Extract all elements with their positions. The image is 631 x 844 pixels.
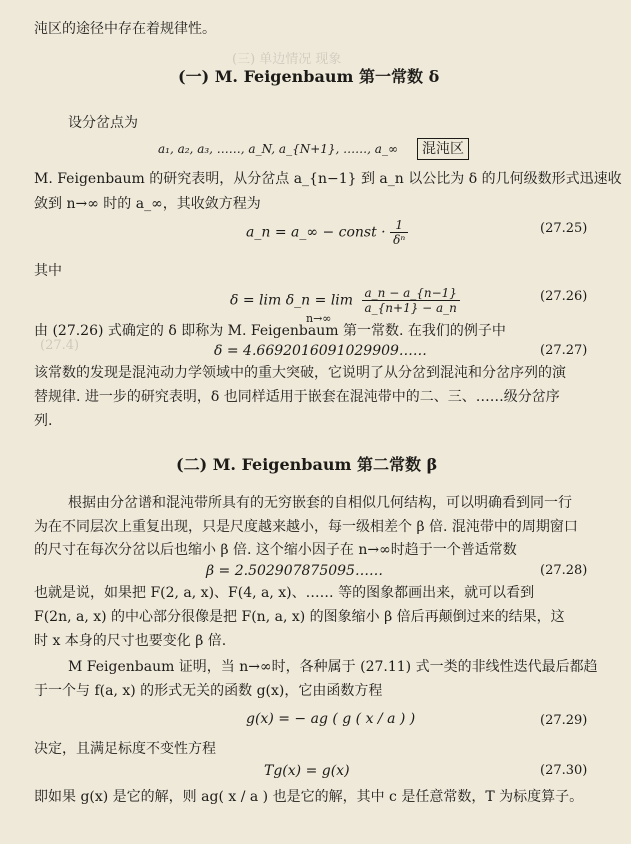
equation-27-25 bbox=[246, 218, 408, 247]
body-text: 的尺寸在每次分岔以后也缩小 β 倍. 这个缩小因子在 n→∞时趋于一个普适常数 bbox=[34, 542, 517, 558]
body-text: 为在不同层次上重复出现，只是尺度越来越小，每一级相差个 β 倍. 混沌带中的周期窗口 bbox=[34, 519, 578, 535]
body-text: M. Feigenbaum 的研究表明，从分岔点 a_{n−1} 到 a_n 以公比为 δ 的几何级数形式迅速收 bbox=[34, 171, 622, 187]
equation-number: (27.26) bbox=[540, 289, 588, 304]
equation-number: (27.29) bbox=[540, 713, 588, 728]
limit-subscript: n→∞ bbox=[306, 312, 332, 325]
numerator: a_n − a_{n−1} bbox=[362, 286, 460, 301]
equation-27-29: g(x) = − ag ( g ( x / a ) ) bbox=[246, 711, 416, 727]
body-text: 根据由分岔谱和混沌带所具有的无穷嵌套的自相似几何结构，可以明确看到同一行 bbox=[68, 495, 572, 511]
body-text: 该常数的发现是混沌动力学领域中的重大突破，它说明了从分岔到混沌和分岔序列的演 bbox=[34, 365, 566, 381]
equation-number: (27.30) bbox=[540, 763, 588, 778]
bleed-through-text: (三) 单边情况 现象 bbox=[232, 52, 342, 67]
denominator: δⁿ bbox=[393, 233, 406, 247]
intro-line: 沌区的途径中存在着规律性。 bbox=[34, 21, 216, 37]
body-text: 由 (27.26) 式确定的 δ 即称为 M. Feigenbaum 第一常数. 在我们的例子中 bbox=[34, 323, 506, 339]
numerator: 1 bbox=[390, 218, 408, 233]
body-text: 设分岔点为 bbox=[68, 115, 138, 131]
body-text: 决定，且满足标度不变性方程 bbox=[34, 741, 216, 757]
body-text: 敛到 n→∞ 时的 a_∞，其收敛方程为 bbox=[34, 196, 261, 212]
chaos-region-box: 混沌区 bbox=[417, 138, 469, 160]
equation-number: (27.27) bbox=[540, 343, 588, 358]
body-text: F(2n, a, x) 的中心部分很像是把 F(n, a, x) 的图象缩小 β 倍后再颠倒过来的结果，这 bbox=[34, 609, 565, 625]
denominator: a_{n+1} − a_n bbox=[364, 301, 457, 315]
body-text: 时 x 本身的尺寸也要变化 β 倍. bbox=[34, 633, 227, 649]
bleed-through-text: (27.4) bbox=[40, 338, 80, 353]
equation-lhs: a_n = a_∞ − const · bbox=[246, 224, 386, 241]
body-text: 于一个与 f(a, x) 的形式无关的函数 g(x)，它由函数方程 bbox=[34, 683, 383, 699]
body-text: 其中 bbox=[34, 263, 62, 279]
body-text: 即如果 g(x) 是它的解，则 ag( x / a ) 也是它的解，其中 c 是任意常数，T 为标度算子。 bbox=[34, 789, 584, 805]
section-heading: (一) M. Feigenbaum 第一常数 δ bbox=[178, 67, 440, 86]
equation-27-30: Tg(x) = g(x) bbox=[264, 763, 350, 779]
equation-27-27: δ = 4.6692016091029909…… bbox=[214, 343, 427, 359]
bifurcation-sequence: a₁, a₂, a₃, ……, a_N, a_{N+1}, ……, a_∞ bbox=[158, 142, 398, 156]
body-text: 列. bbox=[34, 413, 53, 429]
body-text: M Feigenbaum 证明，当 n→∞时，各种属于 (27.11) 式一类的非线性迭代最后都趋 bbox=[68, 659, 598, 675]
fraction bbox=[390, 218, 408, 247]
section-heading: (二) M. Feigenbaum 第二常数 β bbox=[176, 455, 438, 474]
equation-27-28: β = 2.502907875095…… bbox=[206, 563, 383, 579]
equation-number: (27.25) bbox=[540, 221, 588, 236]
equation-27-26 bbox=[230, 286, 460, 315]
body-text: 替规律. 进一步的研究表明，δ 也同样适用于嵌套在混沌带中的二、三、……级分岔序 bbox=[34, 389, 560, 405]
equation-number: (27.28) bbox=[540, 563, 588, 578]
equation-lhs: δ = lim δ_n = lim bbox=[230, 292, 354, 309]
body-text: 也就是说，如果把 F(2, a, x)、F(4, a, x)、…… 等的图象都画出来，就可以看到 bbox=[34, 585, 535, 601]
fraction bbox=[362, 286, 460, 315]
